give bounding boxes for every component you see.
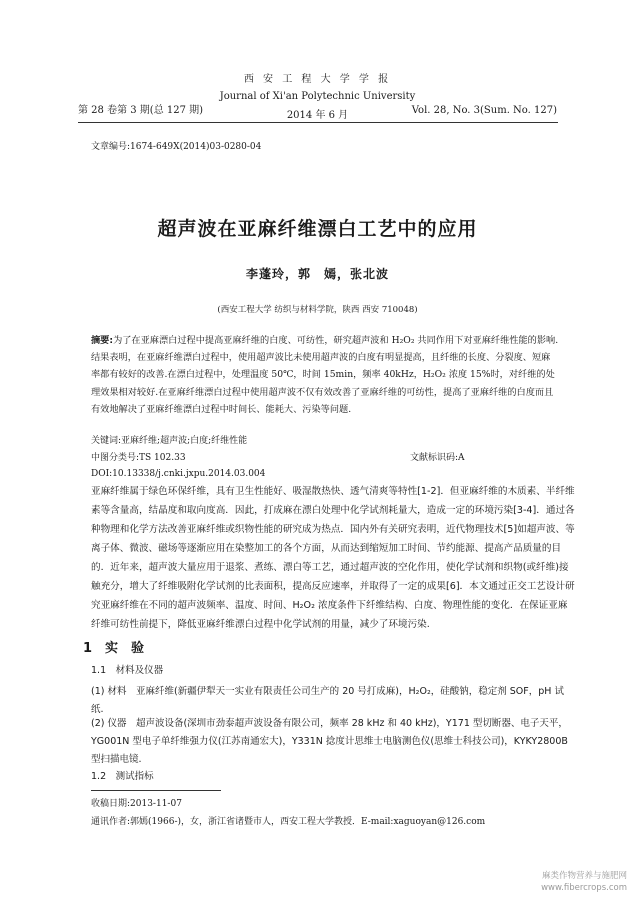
authors: 李蓬玲，郭 嫣，张北波: [245, 267, 389, 281]
affiliation: (西安工程大学 纺织与材料学院，陕西 西安 710048): [217, 305, 418, 315]
watermark-line1: 麻类作物营养与施肥网: [541, 871, 627, 881]
journal-name-en: Journal of Xi'an Polytechnic University: [219, 91, 416, 102]
doi: DOI:10.13338/j.cnki.jxpu.2014.03.004: [91, 469, 266, 479]
abstract-text: 为了在亚麻漂白过程中提高亚麻纤维的白度、可纺性，研究超声波和 H₂O₂ 共同作用下对亚麻纤维性能的影响.结果表明，在亚麻纤维漂白过程中，使用超声波比未使用超声波的白度有明显提高，且纤维的长度、分裂度、短麻率都有较好的改善.在漂白过程中，处理温度 50℃，时间 15min，频率 40kHz，H₂O₂ 浓度 15%时，对纤维的处理效果相对较好.在亚麻纤维漂白过程中使用超声波不仅有效改善了亚麻纤维的可纺性，提高了亚麻纤维的白度而且有效地解决了亚麻纤维漂白过程中时间长、能耗大、污染等问题.: [91, 335, 559, 415]
subsection-heading-2: 1.2 测试指标: [91, 771, 154, 782]
footnote-author: 通讯作者:郭嫣(1966-)，女，浙江省诸暨市人，西安工程大学教授．E-mail:xaguoyan@126.com: [91, 817, 486, 827]
abstract-label: 摘要:: [91, 335, 114, 346]
footnote-received: 收稿日期:2013-11-07: [91, 799, 182, 809]
issue-date: 2014 年 6 月: [286, 110, 349, 121]
abstract: [91, 332, 559, 418]
watermark: [541, 870, 627, 894]
classification-number: 中图分类号:TS 102.33: [91, 453, 186, 463]
subsection-heading: 1.1 材料及仪器: [91, 665, 164, 676]
article-number: 文章编号:1674-649X(2014)03-0280-04: [91, 142, 262, 152]
journal-name-cn: 西 安 工 程 大 学 学 报: [243, 74, 392, 85]
paper-title: 超声波在亚麻纤维漂白工艺中的应用: [157, 218, 478, 240]
introduction-paragraph: 亚麻纤维属于绿色环保纤维，具有卫生性能好、吸湿散热快、透气清爽等特性[1-2]．但亚麻纤维的木质素、半纤维素等含量高，结晶度和取向度高．因此，打成麻在漂白处理中化学试剂耗量大，造成一定的环境污染[3-4]．通过各种物理和化学方法改善亚麻纤维或织物性能的研究成为热点．国内外有关研究表明，近代物理技术[5]如超声波、等离子体、微波、磁场等逐渐应用在染整加工的各个方面，从而达到缩短加工时间、节约能源、提高产品质量的目的．近年来，超声波大量应用于退浆、煮练、漂白等工艺，通过超声波的空化作用，使化学试剂和织物(或纤维)接触充分，增大了纤维吸附化学试剂的比表面积，提高反应速率，并取得了一定的成果[6]．本文通过正交工艺设计研究亚麻纤维在不同的超声波频率、温度、时间、H₂O₂ 浓度条件下纤维结构、白度、物理性能的变化．在保证亚麻纤维可纺性前提下，降低亚麻纤维漂白过程中化学试剂的用量，减少了环境污染.: [91, 486, 575, 630]
header-rule: [78, 122, 558, 123]
section-heading: 1 实 验: [83, 641, 145, 656]
volume-en: Vol. 28, No. 3(Sum. No. 127): [411, 105, 557, 116]
watermark-line2: www.fibercrops.com: [541, 883, 627, 893]
volume-cn: 第 28 卷第 3 期(总 127 期): [78, 105, 204, 116]
materials-paragraph: (1) 材料 亚麻纤维(新疆伊犁天一实业有限责任公司生产的 20 号打成麻)，H₂O₂，硅酸钠，稳定剂 SOF，pH 试纸.: [91, 686, 564, 715]
footnote-rule: [91, 790, 221, 791]
keywords: 关键词:亚麻纤维;超声波;白度;纤维性能: [91, 436, 248, 446]
instruments-paragraph: (2) 仪器 超声波设备(深圳市劲泰超声波设备有限公司，频率 28 kHz 和 40 kHz)，Y171 型切断器、电子天平，YG001N 型电子单纤维强力仪(江苏南通宏大)，Y331N 捻度计思维士电脑测色仪(思维士科技公司)，KYKY2800B 型扫描电镜.: [91, 718, 568, 765]
document-code: 文献标识码:A: [410, 453, 465, 463]
